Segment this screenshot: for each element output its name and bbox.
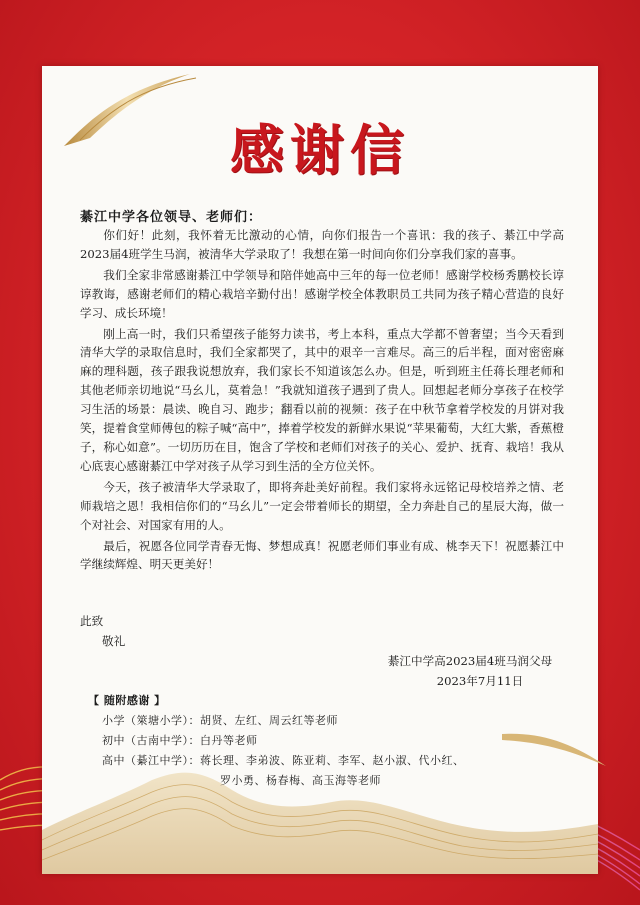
paragraph: 最后，祝愿各位同学青春无悔、梦想成真！祝愿老师们事业有成、桃李天下！祝愿綦江中学继续辉煌、明天更美好！ — [80, 538, 564, 572]
salutation: 綦江中学各位领导、老师们： — [80, 210, 263, 225]
closing-salute: 敬礼 — [102, 634, 126, 648]
gold-ribbon-right-decoration — [500, 728, 610, 778]
appendix-senior: 高中（綦江中学）：蒋长理、李弟波、陈亚莉、李军、赵小淑、代小红、 — [102, 754, 465, 767]
signature-date: 2023年7月11日 — [436, 674, 524, 688]
letter-body — [80, 226, 564, 576]
closing-greeting: 此致 — [80, 614, 104, 628]
appendix-junior: 初中（古南中学）：白丹等老师 — [102, 734, 258, 747]
appendix-senior-continued: 罗小勇、杨春梅、高玉海等老师 — [220, 774, 381, 787]
paragraph: 我们全家非常感谢綦江中学领导和陪伴她高中三年的每一位老师！感谢学校杨秀鹏校长谆谆教诲，感谢老师们的精心栽培辛勤付出！感谢学校全体教职员工共同为孩子精心营造的良好学习、成长环境！ — [80, 267, 564, 320]
letter-title: 感谢信 — [230, 119, 410, 182]
signature: 綦江中学高2023届4班马润父母 — [387, 654, 553, 668]
paragraph: 你们好！此刻，我怀着无比激动的心情，向你们报告一个喜讯：我的孩子、綦江中学高2023届4班学生马润，被清华大学录取了！我想在第一时间向你们分享我们家的喜事。 — [80, 228, 564, 261]
paragraph: 刚上高一时，我们只希望孩子能努力读书，考上本科，重点大学都不曾奢望；当今天看到清华大学的录取信息时，我们全家都哭了，其中的艰辛一言难尽。高三的后半程，面对密密麻麻的理科题，孩子跟我说想放弃，我们家长不知道该怎么办。但是，听到班主任蒋长理老师和其他老师亲切地说“马幺儿，莫着急！”我就知道孩子遇到了贵人。回想起老师分享孩子在校学习生活的场景：晨读、晚自习、跑步；翻看以前的视频：孩子在中秋节拿着学校发的月饼对我笑，提着食堂师傅包的粽子喊“高中”，捧着学校发的新鲜水果说“苹果葡萄，大红大紫，香蕉橙子，称心如意”。一切历历在目，饱含了学校和老师们对孩子的关心、爱护、抚育、栽培！我从心底衷心感谢綦江中学对孩子从学习到生活的全方位关怀。 — [80, 326, 564, 473]
paragraph: 今天，孩子被清华大学录取了，即将奔赴美好前程。我们家将永远铭记母校培养之情、老师栽培之恩！我相信你们的“马幺儿”一定会带着师长的期望，全力奔赴自己的星辰大海，做一个对社会、对国家有用的人。 — [80, 479, 564, 532]
appendix-primary: 小学（箂塘小学）：胡贤、左红、周云红等老师 — [102, 714, 338, 727]
appendix-heading: 【 随附感谢 】 — [88, 694, 166, 707]
